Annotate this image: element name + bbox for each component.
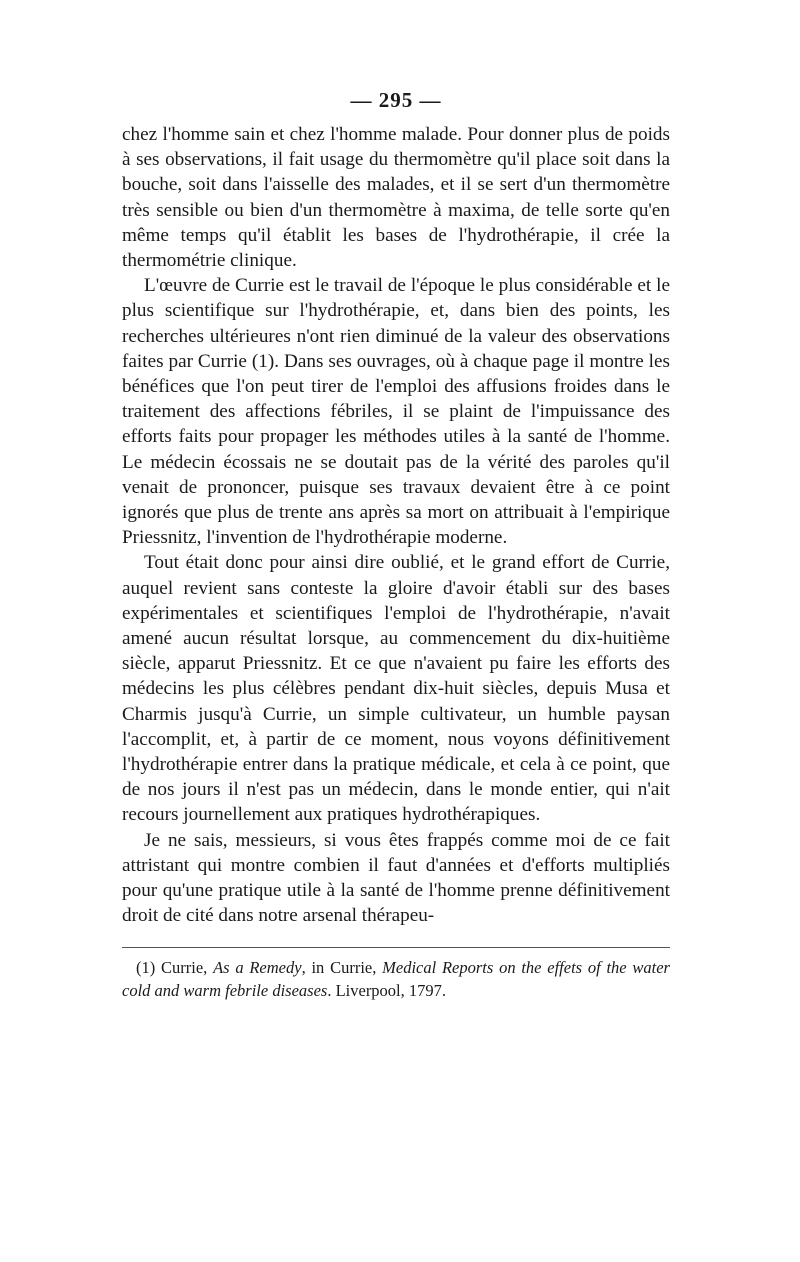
footnote-divider	[122, 947, 670, 948]
paragraph-reflection: Je ne sais, messieurs, si vous êtes frappés comme moi de ce fait attristant qui montre combien il faut d'années et d'efforts multipliés pour qu'une pratique utile à la santé de l'homme prenne définitivement droit de cité dans notre arsenal thérapeu-	[122, 829, 670, 927]
paragraph-continuation: chez l'homme sain et chez l'homme malade. Pour donner plus de poids à ses observations, il fait usage du thermomètre qu'il place soit dans la bouche, soit dans l'aisselle des malades, et il se sert d'un thermomètre très sensible ou bien d'un thermomètre à maxima, de telle sorte qu'en même temps qu'il établit les bases de l'hydrothérapie, il crée la thermométrie clinique.	[122, 124, 670, 272]
page-number: — 295 —	[350, 88, 442, 112]
paragraph-currie-work: L'œuvre de Currie est le travail de l'époque le plus considérable et le plus scientifique sur l'hydrothérapie, et, dans bien des points, les recherches ultérieures n'ont rien diminué de la valeur des observations faites par Currie (1). Dans ses ouvrages, où à chaque page il montre les bénéfices que l'on peut tirer de l'emploi des affusions froides dans le traitement des affections fébriles, il se plaint de l'impuissance des efforts faits pour propager les méthodes utiles à la santé de l'homme. Le médecin écossais ne se doutait pas de la vérité des paroles qu'il venait de prononcer, puisque ses travaux devaient être à ce point ignorés que plus de trente ans après sa mort on attribuait à l'empirique Priessnitz, l'invention de l'hydrothérapie moderne.	[122, 275, 670, 549]
footnote-marker: (1) Currie,	[136, 957, 214, 977]
footnote-text-1: , in Currie,	[301, 957, 383, 977]
book-page	[122, 86, 670, 1002]
footnote-title-2: Medical Reports on the effets of the water cold and warm febrile diseases	[122, 957, 670, 1000]
footnote-text-2: . Liverpool, 1797.	[327, 980, 447, 1000]
footnote-title-1: As a Remedy	[213, 957, 302, 977]
paragraph-priessnitz: Tout était donc pour ainsi dire oublié, et le grand effort de Currie, auquel revient sans conteste la gloire d'avoir établi sur des bases expérimentales et scientifiques l'emploi de l'hydrothérapie, n'avait amené aucun résultat lorsque, au commencement du dix-huitième siècle, apparut Priessnitz. Et ce que n'avaient pu faire les efforts des médecins les plus célèbres pendant dix-huit siècles, depuis Musa et Charmis jusqu'à Currie, un simple cultivateur, un humble paysan l'accomplit, et, à partir de ce moment, nous voyons définitivement l'hydrothérapie entrer dans la pratique médicale, et cela à ce point, que de nos jours il n'est pas un médecin, dans le monde entier, qui n'ait recours journellement aux pratiques hydrothérapiques.	[122, 552, 670, 826]
footnote	[122, 956, 670, 1002]
